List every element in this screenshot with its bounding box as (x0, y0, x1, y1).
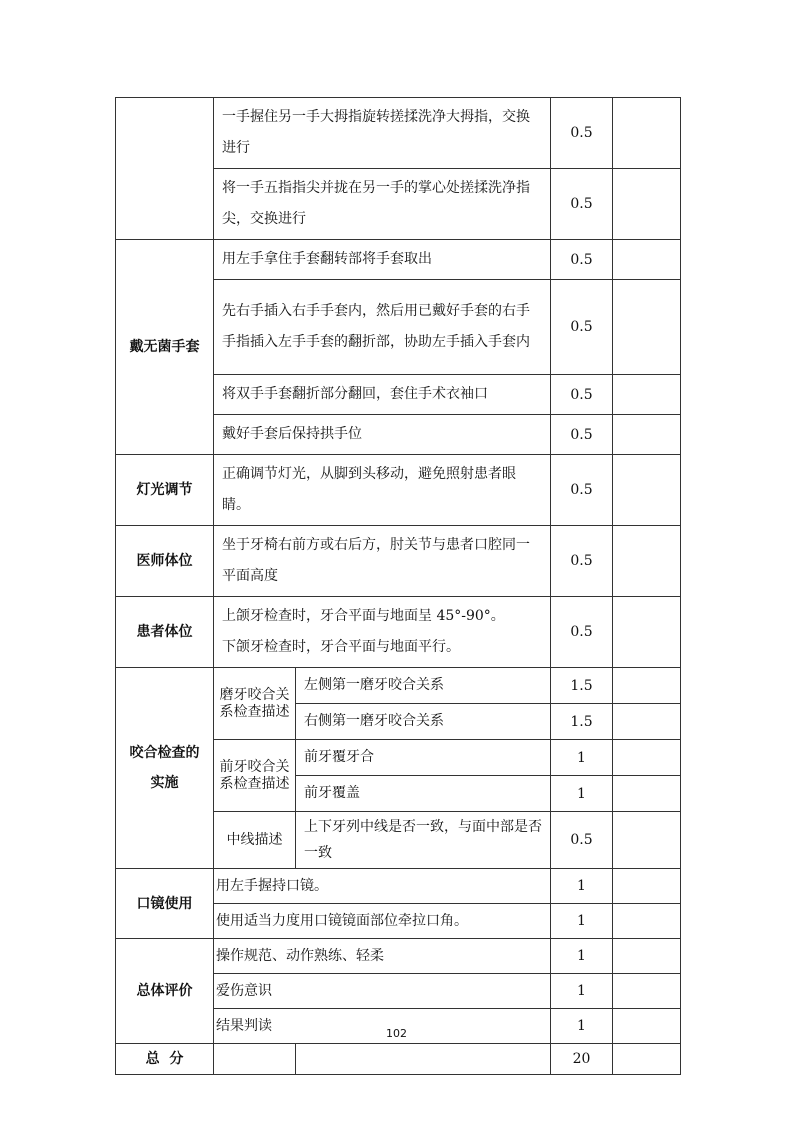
item-score: 0.5 (551, 415, 613, 455)
item-score: 1 (551, 939, 613, 974)
deduction-cell (613, 974, 681, 1009)
item-description: 上下牙列中线是否一致，与面中部是否一致 (296, 812, 551, 869)
table-row (116, 668, 681, 704)
item-score: 0.5 (551, 169, 613, 240)
item-description: 爱伤意识 (214, 974, 551, 1009)
table-row (116, 455, 681, 526)
item-description: 一手握住另一手大拇指旋转搓揉洗净大拇指，交换进行 (214, 98, 551, 169)
item-description: 结果判读 (214, 1009, 551, 1044)
subcategory-midline: 中线描述 (214, 812, 296, 869)
deduction-cell (613, 1044, 681, 1075)
item-description: 左侧第一磨牙咬合关系 (296, 668, 551, 704)
deduction-cell (613, 455, 681, 526)
item-description: 使用适当力度用口镜镜面部位牵拉口角。 (214, 904, 551, 939)
category-mirror: 口镜使用 (116, 869, 214, 939)
item-score: 1 (551, 776, 613, 812)
deduction-cell (613, 939, 681, 974)
item-score: 1 (551, 869, 613, 904)
deduction-cell (613, 240, 681, 280)
table-row (116, 526, 681, 597)
table-row (116, 98, 681, 169)
desc-line: 上颌牙检查时，牙合平面与地面呈 45°-90°。 (222, 608, 505, 624)
item-score: 1 (551, 1009, 613, 1044)
item-description: 用左手拿住手套翻转部将手套取出 (214, 240, 551, 280)
category-patient-position: 患者体位 (116, 597, 214, 668)
total-row (116, 1044, 681, 1075)
total-blank-cell (296, 1044, 551, 1075)
item-description: 前牙覆牙合 (296, 740, 551, 776)
item-score: 0.5 (551, 526, 613, 597)
item-description: 右侧第一磨牙咬合关系 (296, 704, 551, 740)
deduction-cell (613, 169, 681, 240)
deduction-cell (613, 375, 681, 415)
category-occlusion: 咬合检查的实施 (116, 668, 214, 869)
deduction-cell (613, 869, 681, 904)
deduction-cell (613, 597, 681, 668)
deduction-cell (613, 280, 681, 375)
deduction-cell (613, 668, 681, 704)
deduction-cell (613, 904, 681, 939)
item-description: 将一手五指指尖并拢在另一手的掌心处搓揉洗净指尖，交换进行 (214, 169, 551, 240)
item-score: 1 (551, 740, 613, 776)
item-score: 1.5 (551, 668, 613, 704)
deduction-cell (613, 812, 681, 869)
item-description: 前牙覆盖 (296, 776, 551, 812)
item-score: 0.5 (551, 280, 613, 375)
total-label: 总 分 (116, 1044, 214, 1075)
desc-line: 下颌牙检查时，牙合平面与地面平行。 (222, 639, 460, 655)
category-overall: 总体评价 (116, 939, 214, 1044)
item-description: 先右手插入右手手套内，然后用已戴好手套的右手手指插入左手手套的翻折部，协助左手插入手套内 (214, 280, 551, 375)
item-description: 将双手手套翻折部分翻回，套住手术衣袖口 (214, 375, 551, 415)
item-description: 用左手握持口镜。 (214, 869, 551, 904)
total-score: 20 (551, 1044, 613, 1075)
category-light: 灯光调节 (116, 455, 214, 526)
deduction-cell (613, 415, 681, 455)
page-number: 102 (386, 1027, 407, 1040)
item-description: 正确调节灯光，从脚到头移动，避免照射患者眼睛。 (214, 455, 551, 526)
category-gloves: 戴无菌手套 (116, 240, 214, 455)
table-row (116, 240, 681, 280)
category-cell-empty (116, 98, 214, 240)
subcategory-molar: 磨牙咬合关系检查描述 (214, 668, 296, 740)
item-score: 0.5 (551, 375, 613, 415)
table-row (116, 939, 681, 974)
deduction-cell (613, 704, 681, 740)
item-score: 0.5 (551, 597, 613, 668)
item-score: 0.5 (551, 98, 613, 169)
item-description: 坐于牙椅右前方或右后方，肘关节与患者口腔同一平面高度 (214, 526, 551, 597)
subcategory-anterior: 前牙咬合关系检查描述 (214, 740, 296, 812)
deduction-cell (613, 740, 681, 776)
item-score: 0.5 (551, 455, 613, 526)
item-score: 1 (551, 974, 613, 1009)
item-score: 0.5 (551, 240, 613, 280)
scoring-table (115, 97, 681, 1075)
item-score: 1 (551, 904, 613, 939)
item-description (214, 597, 551, 668)
table-row (116, 869, 681, 904)
category-doctor-position: 医师体位 (116, 526, 214, 597)
deduction-cell (613, 526, 681, 597)
item-description: 操作规范、动作熟练、轻柔 (214, 939, 551, 974)
deduction-cell (613, 98, 681, 169)
item-score: 0.5 (551, 812, 613, 869)
deduction-cell (613, 776, 681, 812)
item-score: 1.5 (551, 704, 613, 740)
total-blank-cell (214, 1044, 296, 1075)
table-row (116, 597, 681, 668)
item-description: 戴好手套后保持拱手位 (214, 415, 551, 455)
